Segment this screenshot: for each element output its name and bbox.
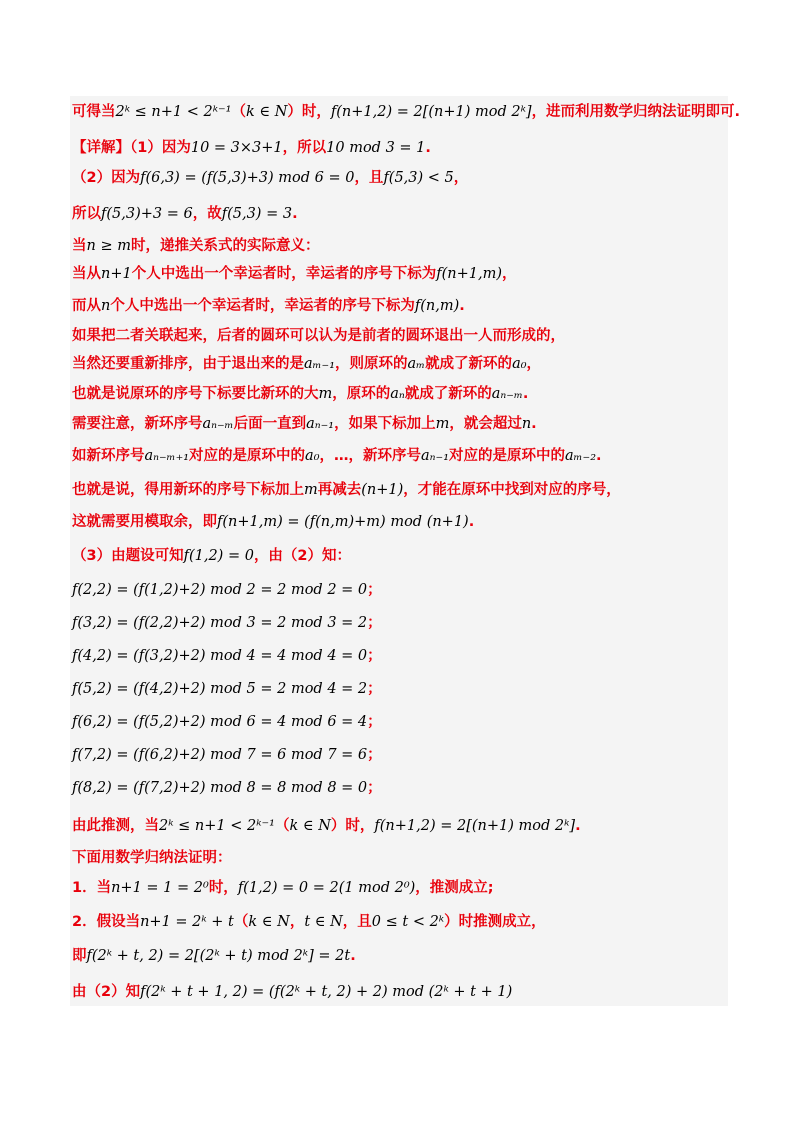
math: aₙ₋ₘ (491, 386, 523, 402)
text: 当然还要重新排序，由于退出来的是 (72, 356, 304, 372)
line-11 (72, 444, 602, 465)
text: 再减去 (317, 482, 362, 498)
text: 如果把二者关联起来，后者的圆环可以认为是前者的圆环退出一人而形成的， (72, 328, 565, 344)
text: ，故 (192, 206, 222, 222)
text: . (459, 298, 465, 314)
text: ； (367, 714, 382, 730)
text: 这就需要用模取余，即 (72, 514, 217, 530)
text: ）时推测成立， (444, 914, 546, 930)
math: m (304, 482, 318, 498)
math: k ∈ N (245, 104, 288, 120)
math: f(5,3)+3 = 6 (101, 206, 193, 222)
text: （ (233, 914, 249, 930)
text: 时，递推关系式的实际意义： (130, 238, 320, 254)
math: f(n+1,2) = 2[(n+1) mod 2ᵏ] (374, 818, 576, 834)
line-14 (72, 544, 351, 565)
equation: f(8,2) = (f(7,2)+2) mod 8 = 8 mod 8 = 0 (72, 780, 368, 796)
line-4 (72, 234, 319, 255)
text: 当从 (72, 266, 101, 282)
text: ， (453, 170, 469, 186)
math: t ∈ N (304, 914, 343, 930)
text: 对应的是原环中的 (449, 448, 566, 464)
text: 由（2）知 (72, 984, 141, 1000)
equation: f(2,2) = (f(1,2)+2) mod 2 = 2 mod 2 = 0 (72, 582, 368, 598)
line-20 (72, 980, 512, 1001)
text: . (292, 206, 298, 222)
text: 可得当 (72, 104, 116, 120)
text: 而从 (72, 298, 101, 314)
line-9 (72, 382, 528, 403)
math: aₘ₋₂ (565, 448, 597, 464)
text: ； (367, 780, 382, 796)
text: ，…，新环序号 (319, 448, 422, 464)
math: aₘ (407, 356, 426, 372)
math: f(2ᵏ + t + 1, 2) = (f(2ᵏ + t, 2) + 2) mod (2ᵏ + t + 1) (140, 984, 513, 1000)
text: 由此推测，当 (72, 818, 159, 834)
math: aₙ₋₁ (421, 448, 450, 464)
text: ，如果下标加上 (334, 416, 436, 432)
line-1 (72, 136, 431, 157)
math: 0 ≤ t < 2ᵏ (371, 914, 445, 930)
math: f(6,3) = (f(5,3)+3) mod 6 = 0 (140, 170, 355, 186)
text: 也就是说，得用新环的序号下标加上 (72, 482, 304, 498)
line-15 (72, 814, 581, 835)
text: 所以 (72, 206, 101, 222)
line-7 (72, 324, 565, 345)
text: ，推测成立; (415, 880, 494, 896)
text: 即 (72, 948, 87, 964)
line-8 (72, 352, 541, 373)
text: ，原环的 (332, 386, 391, 402)
text: ， (501, 266, 517, 282)
equation: f(6,2) = (f(5,2)+2) mod 6 = 4 mod 6 = 4 (72, 714, 368, 730)
text: ，就会超过 (449, 416, 522, 432)
line-3 (72, 202, 298, 223)
text: 对应的是原环中的 (189, 448, 306, 464)
line-0 (72, 100, 740, 121)
math: 10 = 3×3+1 (190, 140, 283, 156)
line-5 (72, 262, 516, 283)
equation: f(5,2) = (f(4,2)+2) mod 5 = 2 mod 4 = 2 (72, 681, 368, 697)
math: 2ᵏ ≤ n+1 < 2ᵏ⁻¹ (159, 818, 275, 834)
math: f(n+1,m) (436, 266, 502, 282)
text: ； (367, 747, 382, 763)
text: 个人中选出一个幸运者时，幸运者的序号下标为 (110, 298, 415, 314)
text: ，由（2）知： (253, 548, 352, 564)
math: aₙ₋ₘ (202, 416, 234, 432)
text: 【详解】（1）因为 (72, 140, 191, 156)
math: aₙ (390, 386, 405, 402)
text: 2．假设当 (72, 914, 141, 930)
math: aₘ₋₁ (304, 356, 336, 372)
text: ，且 (342, 914, 372, 930)
line-10 (72, 412, 537, 433)
math: aₙ₋₁ (306, 416, 335, 432)
text: （ (231, 104, 246, 120)
math: n+1 = 1 = 2⁰ (111, 880, 209, 896)
math: m (318, 386, 333, 402)
text: ； (367, 648, 382, 664)
eq-line (72, 776, 382, 797)
text: 1．当 (72, 880, 112, 896)
math: n ≥ m (86, 238, 131, 254)
text: ，所以 (282, 140, 327, 156)
text: ，进而利用数学归纳法证明即可. (531, 104, 741, 120)
math: m (435, 416, 450, 432)
math: 10 mod 3 = 1 (326, 140, 426, 156)
line-2 (72, 166, 468, 187)
line-19 (72, 944, 356, 965)
text: ）时， (287, 104, 331, 120)
math: k ∈ N (289, 818, 331, 834)
math: 2ᵏ ≤ n+1 < 2ᵏ⁻¹ (115, 104, 232, 120)
math: f(n+1,2) = 2[(n+1) mod 2ᵏ] (330, 104, 532, 120)
text: ，且 (354, 170, 384, 186)
math: n (521, 416, 532, 432)
text: ）时， (330, 818, 375, 834)
text: 下面用数学归纳法证明： (72, 850, 232, 866)
equation: f(7,2) = (f(6,2)+2) mod 7 = 6 mod 7 = 6 (72, 747, 368, 763)
math: n+1 (101, 266, 132, 282)
eq-line (72, 677, 382, 698)
math: n+1 = 2ᵏ + t (140, 914, 234, 930)
eq-line (72, 578, 382, 599)
line-17 (72, 876, 494, 897)
equation: f(3,2) = (f(2,2)+2) mod 3 = 2 mod 3 = 2 (72, 615, 368, 631)
text: 就成了新环的 (404, 386, 492, 402)
math: f(1,2) = 0 = 2(1 mod 2⁰) (237, 880, 416, 896)
line-13 (72, 510, 474, 531)
text: ； (367, 681, 382, 697)
text: 需要注意，新环序号 (72, 416, 203, 432)
text: （3）由题设可知 (72, 548, 184, 564)
line-18 (72, 910, 546, 931)
math: a₀ (512, 356, 527, 372)
math: f(5,3) < 5 (383, 170, 454, 186)
text: （2）因为 (72, 170, 141, 186)
line-6 (72, 294, 465, 315)
math: a₀ (305, 448, 320, 464)
text: 就成了新环的 (425, 356, 513, 372)
text: ， (289, 914, 305, 930)
text: . (522, 386, 529, 402)
equation: f(4,2) = (f(3,2)+2) mod 4 = 4 mod 4 = 0 (72, 648, 368, 664)
text: . (596, 448, 602, 464)
math: f(1,2) = 0 (183, 548, 254, 564)
text: 后面一直到 (233, 416, 307, 432)
math: f(n+1,m) = (f(n,m)+m) mod (n+1) (217, 514, 469, 530)
text: 时， (208, 880, 238, 896)
text: . (468, 514, 475, 530)
eq-line (72, 743, 382, 764)
line-12 (72, 478, 621, 499)
line-16 (72, 846, 232, 867)
math: (n+1) (361, 482, 404, 498)
text: . (575, 818, 581, 834)
text: ，则原环的 (335, 356, 408, 372)
text: . (350, 948, 356, 964)
text: ， (526, 356, 542, 372)
eq-line (72, 611, 382, 632)
math: f(2ᵏ + t, 2) = 2[(2ᵏ + t) mod 2ᵏ] = 2t (86, 948, 351, 964)
text: 也就是说原环的序号下标要比新环的大 (72, 386, 319, 402)
text: 当 (72, 238, 87, 254)
math: aₙ₋ₘ₊₁ (144, 448, 190, 464)
eq-line (72, 644, 382, 665)
math: f(n,m) (414, 298, 460, 314)
eq-line (72, 710, 382, 731)
text: ； (367, 582, 382, 598)
math: f(5,3) = 3 (221, 206, 293, 222)
text: . (531, 416, 537, 432)
text: . (425, 140, 431, 156)
text: ，才能在原环中找到对应的序号， (403, 482, 621, 498)
text: （ (274, 818, 290, 834)
math: k ∈ N (248, 914, 290, 930)
text: 个人中选出一个幸运者时，幸运者的序号下标为 (131, 266, 437, 282)
text: ； (367, 615, 382, 631)
math: n (101, 298, 111, 314)
text: 如新环序号 (72, 448, 145, 464)
